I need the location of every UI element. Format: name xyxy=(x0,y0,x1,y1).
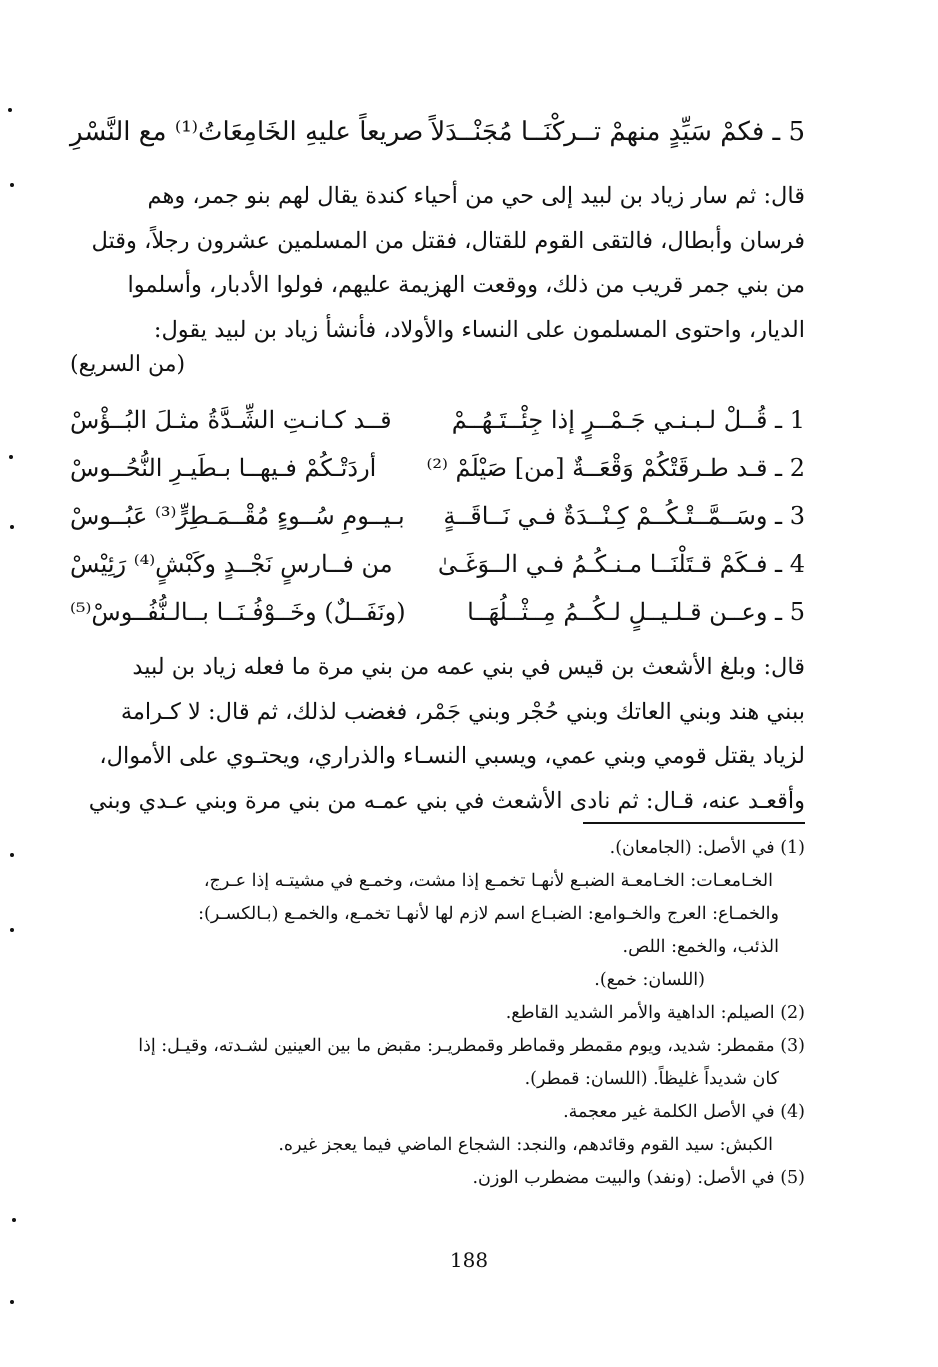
poem xyxy=(70,396,805,636)
poem-verse xyxy=(70,444,805,492)
footnote-line: الذئب، والخمع: اللص. xyxy=(622,937,779,957)
verse-hemistich-first: 5 ـ وعــن قـلـيــلٍ لـكُــمُ مِــثْــلُهَــا xyxy=(467,598,805,626)
poem-verse xyxy=(70,588,805,636)
verse-hemistich-second: (ونَفَــلٌ) وخَــوْفُـنَــا بــالـنُّفُــوسْ⁽⁵⁾ xyxy=(70,598,406,626)
verse-hemistich-first: 5 ـ فكمْ سَيِّدٍ منهمْ تــركْنَــا مُجَنْــدَلاً xyxy=(430,117,805,147)
footnote-line: (اللسان: خمع). xyxy=(594,970,705,990)
paragraph-line: قال: ثم سار زياد بن لبيد إلى حي من أحياء كندة يقال لهم بنو جمر، وهم xyxy=(147,183,805,209)
verse-hemistich-first: 3 ـ وسَــمَّــتْـكُــمْ كِـنْــدَةٌ فـي نَــاقَــةٍ xyxy=(443,502,805,530)
scan-speck xyxy=(10,853,14,857)
scan-speck xyxy=(10,1300,14,1304)
poem-meter: (من السريع) xyxy=(70,352,186,377)
footnote-line: الكبش: سيد القوم وقائدهم، والنجد: الشجاع الماضي فيما يعجز غيره. xyxy=(278,1135,773,1155)
footnote-line: (2) الصيلم: الداهية والأمر الشديد القاطع. xyxy=(505,1003,805,1023)
footnote-line: (3) مقمطر: شديد، ويوم مقمطر وقماطر وقمطريـر: مقبض ما بين العينين لشـدته، وقيـل: إذا xyxy=(138,1036,805,1056)
footnote-line: (1) في الأصل: (الجامعان). xyxy=(609,838,805,858)
footnotes xyxy=(75,832,805,1195)
verse-hemistich-first: 2 ـ قـد طـرقَتْكُمْ وَقْعَــةٌ [من] صَيْلَمْ ⁽²⁾ xyxy=(426,454,805,482)
poem-verse xyxy=(70,492,805,540)
paragraph-line: قال: وبلغ الأشعث بن قيس في بني عمه من بني مرة ما فعله زياد بن لبيد xyxy=(132,654,805,680)
verse-hemistich-second: من فــارسٍ نَجْــدٍ وكَبْشٍ⁽⁴⁾ رَئِيْسْ xyxy=(70,550,393,578)
footnote-line: (5) في الأصل: (ونفد) والبيت مضطرب الوزن. xyxy=(472,1168,805,1188)
poem-verse xyxy=(70,396,805,444)
footnote-line: الخـامعـات: الخـامعـة الضبـع لأنهـا تخمـع إذا مشت، وخمـع في مشيتـه إذا عـرج، xyxy=(203,871,773,891)
verse-hemistich-first: 4 ـ فـكَمْ قـتَلْنَــا مـنـكُـمُ فـي الــوَغَـىٰ xyxy=(437,550,805,578)
verse-hemistich-second: أردَتْـكُمْ فـيهــا بـطَيـرِ النُّحُــوسْ xyxy=(70,454,377,482)
paragraph-line: لزياد يقتل قومي وبني عمي، ويسبي النسـاء والذراري، ويحتـوي على الأموال، xyxy=(99,743,805,770)
paragraph-line: من بني جمر قريب من ذلك، ووقعت الهزيمة عليهم، فولوا الأدبار، وأسلموا xyxy=(127,272,805,299)
footnote-line: والخمـاع: العرج والخـوامع: الضبـاع اسم لازم لها لأنهـا تخمـع، والخمـع (بـالكسـر): xyxy=(198,904,779,924)
footnote-divider xyxy=(583,822,805,824)
paragraph-line: الديار، واحتوى المسلمون على النساء والأولاد، فأنشأ زياد بن لبيد يقول: xyxy=(153,316,805,343)
page-number: 188 xyxy=(449,1248,489,1272)
paragraph-line: ببني هند وبني العاتك وبني حُجْر وبني جَمْر، فغضب لذلك، ثم قال: لا كـرامة xyxy=(120,698,805,725)
paragraph-line: وأقعـد عنه، قـال: ثم نادى الأشعث في بني عمـه من بني مرة وبني عـدي وبني xyxy=(88,787,805,814)
poem-verse xyxy=(70,540,805,588)
scan-speck xyxy=(12,1218,16,1222)
scan-speck xyxy=(8,108,12,112)
footnote-line: كان شديداً غليظاً. (اللسان: قمطر). xyxy=(524,1069,779,1089)
paragraph-2 xyxy=(72,645,805,823)
scan-speck xyxy=(10,928,14,932)
scan-speck xyxy=(9,455,13,459)
top-verse xyxy=(70,110,805,154)
paragraph-1 xyxy=(72,174,805,352)
scan-speck xyxy=(10,525,14,529)
verse-hemistich-second: صريعاً عليهِ الخَامِعَاتُ⁽¹⁾ مع النَّسْرِ xyxy=(70,117,424,147)
scan-speck xyxy=(10,183,14,187)
verse-hemistich-second: بـيــومِ سُــوءٍ مُقْــمَـطِرٍّ⁽³⁾ عَبُــوسْ xyxy=(70,502,405,530)
footnote-line: (4) في الأصل الكلمة غير معجمة. xyxy=(563,1102,805,1122)
paragraph-line: فرسان وأبطال، فالتقى القوم للقتال، فقتل من المسلمين عشرون رجلاً، وقتل xyxy=(91,227,805,254)
verse-hemistich-first: 1 ـ قُــلْ لـبـنـي جَـمْــرٍ إذا جِئْــتَـهُــمْ xyxy=(451,406,805,434)
verse-hemistich-second: قــد كـانـتِ الشِّـدَّةُ مثـلَ البُــؤْسْ xyxy=(70,406,392,434)
